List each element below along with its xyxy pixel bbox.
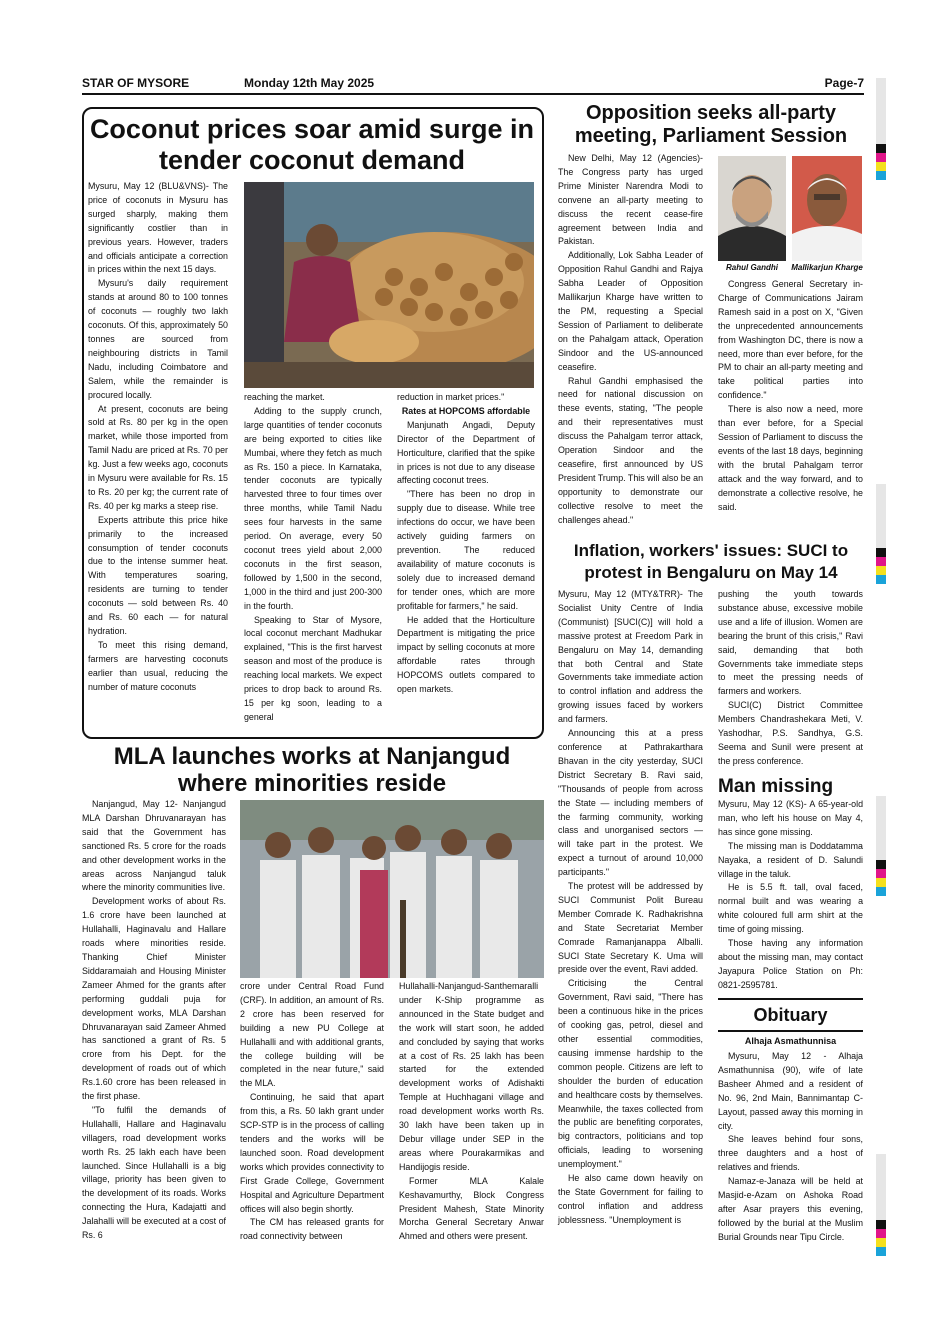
color-swatch-cyan	[876, 887, 886, 896]
color-swatch-cyan	[876, 171, 886, 180]
registration-bar	[876, 1154, 886, 1220]
paragraph: Congress General Secretary in-Charge of Communications Jairam Ramesh said in a post on X, "Given the unprecedented announcements from Washington DC, there is now a need, more than ever before, for the PM to chair an all-party meeting and take political parties into confidence."	[718, 279, 863, 401]
paragraph: reduction in market prices."	[397, 392, 505, 402]
obituary-rule-bottom	[718, 1030, 863, 1032]
paragraph: The missing man is Doddatamma Nayaka, a resident of D. Salundi village in the taluk.	[718, 840, 863, 879]
paragraph: Criticising the Central Government, Ravi said, "There has been a continuous hike in the prices of cooking gas, petrol, diesel and other essential commodities, causing immense hardship to the common people. Citizens are left to shoulder the burden of education and healthcare costs by themselves. Meanwhile, the taxes collected from the public are benefiting corporates, big contractors, politicians and top officials, leading to worsening unemployment."	[558, 978, 703, 1170]
obituary-rule-top	[718, 998, 863, 1000]
obituary-title: Obituary	[753, 1005, 828, 1025]
paper-name: STAR OF MYSORE	[82, 76, 190, 90]
paragraph: Manjunath Angadi, Deputy Director of the Department of Horticulture, clarified that the spike in prices is not due to any disease affecting coconut trees.	[397, 419, 535, 486]
coconut-vendor-photo	[244, 182, 534, 388]
masthead-rule	[82, 93, 864, 95]
issue-date: Monday 12th May 2025	[244, 76, 375, 90]
opposition-column-1	[558, 152, 703, 527]
paragraph: He also came down heavily on the State Government for failing to control inflation and address joblessness. "Unemployment is	[558, 1173, 703, 1225]
color-swatch-yellow	[876, 1238, 886, 1247]
obituary-name: Alhaja Asmathunnisa	[744, 1036, 837, 1046]
paragraph: Mysuru, May 12 (KS)- A 65-year-old man, who left his house on May 4, has since gone missing.	[718, 799, 863, 837]
color-swatch-cyan	[876, 575, 886, 584]
paragraph: Experts attribute this price hike primarily to the increased consumption of tender coconuts due to the intense summer heat. With temperatures soaring, residents are turning to tender coconuts — sold between Rs. 40 and Rs. 60 each — for natural hydration.	[88, 514, 228, 636]
color-swatch-black	[876, 1220, 886, 1229]
subheading: Rates at HOPCOMS affordable	[401, 405, 531, 416]
color-swatch-magenta	[876, 869, 886, 878]
paragraph: "To fulfil the demands of Hullahalli, Hallare and Haginavalu villagers, road development works worth Rs. 25 lakh each have been launched. Since Hullahalli is a big village, priority has been given to the development of its roads. Works connecting the Hura, Kadajatti and Jalahalli will be executed at a cost of Rs. 6	[82, 1104, 226, 1241]
suci-headline: Inflation, workers' issues: SUCI to protest in Bengaluru on May 14	[573, 541, 849, 582]
paragraph: Announcing this at a press conference at Pathrakarthara Bhavan in the city yesterday, SUCI District Secretary B. Ravi said, "Thousands of people from across the State — including members of the farming community, working class and unorganised sectors — will take part in the protest. We expect a turnout of around 10,000 participants."	[558, 728, 703, 878]
paragraph: Adding to the supply crunch, large quantities of tender coconuts are being exported to cities like Mumbai, where they fetch as much as Rs. 150 a piece. In Karnataka, tender coconuts are typically harvested three to four times over three months, while Tamil Nadu sees four harvests in the same period. On average, every 50 coconut trees yield about 2,000 coconuts in the first season, followed by 1,500 in the second, 1,000 in the third and just 200-300 in the fourth.	[244, 405, 382, 611]
mallikarjun-kharge-photo	[792, 156, 862, 261]
registration-bar	[876, 796, 886, 860]
missing-column	[718, 798, 863, 993]
suci-column-1	[558, 588, 703, 1228]
coconut-column-2	[244, 391, 382, 725]
photo-caption: Rahul Gandhi	[726, 263, 778, 272]
paragraph: crore under Central Road Fund (CRF). In addition, an amount of Rs. 2 crore has been reserved for building a new PU College at Hullahalli and with additional grants, the college building will be completed in the near future," said the MLA.	[240, 981, 384, 1089]
paragraph: pushing the youth towards substance abuse, excessive mobile use and a life of illusion. Women are bearing the brunt of this crisis," Ravi said, demanding that both Governments take immediate steps to meet the pressing needs of farmers and workers.	[718, 589, 863, 697]
mla-event-photo	[240, 800, 544, 978]
paragraph: SUCI(C) District Committee Members Chandrashekara Meti, V. Yashodhar, P.S. Sandhya, G.S. Seema and Sunil were present at the press conference.	[718, 700, 863, 766]
paragraph: reaching the market.	[244, 392, 325, 402]
registration-bar	[876, 78, 886, 144]
coconut-headline: Coconut prices soar amid surge in tender coconut demand	[89, 114, 535, 175]
registration-bar	[876, 484, 886, 548]
color-swatch-black	[876, 860, 886, 869]
color-swatch-yellow	[876, 566, 886, 575]
color-swatch-magenta	[876, 557, 886, 566]
color-swatch-yellow	[876, 162, 886, 171]
rahul-gandhi-photo	[718, 156, 786, 261]
color-swatch-magenta	[876, 1229, 886, 1238]
masthead	[82, 74, 864, 92]
mla-column-2	[240, 980, 384, 1244]
paragraph: The protest will be addressed by SUCI Communist Polit Bureau Member Comrade K. Radhakrishna and State Secretariat Member Comrade Ramanjanappa Alballi. SUCI State Secretary K. Uma will preside over the event, Ravi added.	[558, 881, 703, 975]
color-swatch-magenta	[876, 153, 886, 162]
page-number: Page-7	[824, 76, 864, 90]
mla-column-3	[399, 980, 544, 1244]
paragraph: "There has been no drop in supply due to disease. While tree infections do occur, we have been actively guiding farmers on prevention. The reduced availability of mature coconuts is solely due to increased demand for tender ones, which are more profitable for farmers," he said.	[397, 489, 535, 611]
paragraph: She leaves behind four sons, three daughters and a host of relatives and friends.	[718, 1134, 863, 1173]
opposition-headline: Opposition seeks all-party meeting, Parliament Session	[574, 102, 848, 147]
mla-column-1	[82, 798, 226, 1243]
mla-headline: MLA launches works at Nanjangud where minorities reside	[113, 743, 511, 797]
paragraph: There is also now a need, more than ever before, for a Special Session of Parliament to discuss the events of the last 18 days, beginning with the brutal Pahalgam terror attack and the way forward, and to demonstrate a collective resolve, he said.	[718, 404, 863, 512]
paragraph: The CM has released grants for road connectivity between	[240, 1217, 384, 1242]
paragraph: Continuing, he said that apart from this, a Rs. 50 lakh grant under SCP-STP is in the process of calling tenders and the works will be launched soon. Road development works which provides connectivity to First Grade College, Government Hospital and Agriculture Department offices will also begin shortly.	[240, 1092, 384, 1214]
paragraph: He added that the Horticulture Department is mitigating the price impact by selling coconuts at more affordable rates through HOPCOMS outlets compared to open markets.	[397, 614, 535, 695]
opposition-column-2	[718, 278, 863, 514]
color-swatch-yellow	[876, 878, 886, 887]
missing-headline: Man missing	[718, 776, 834, 797]
paragraph: Nanjangud, May 12- Nanjangud MLA Darshan Dhruvanarayan has said that the Government has sanctioned Rs. 5 crore for the roads and other development works in the areas across Nanjangud taluk where the minority communities live.	[82, 799, 226, 893]
paragraph: Those having any information about the missing man, may contact Jayapura Police Station on Ph: 0821-2595781.	[718, 938, 863, 990]
paragraph: Mysuru, May 12 - Alhaja Asmathunnisa (90), wife of late Basheer Ahmed and a resident of No. 96, 2nd Main, Bannimantap C-Layout, passed away this morning in city.	[718, 1051, 863, 1131]
paragraph: New Delhi, May 12 (Agencies)- The Congress party has urged Prime Minister Narendra Modi to convene an all-party meeting to discuss the recent cease-fire agreement between India and Pakistan.	[558, 153, 703, 247]
paragraph: Former MLA Kalale Keshavamurthy, Block Congress President Mahesh, State Minority Morcha General Secretary Anwar Ahmed and others were present.	[399, 1175, 544, 1242]
color-swatch-black	[876, 548, 886, 557]
paragraph: Mysuru, May 12 (BLU&VNS)- The price of coconuts in Mysuru has surged sharply, making them significantly costlier than in previous years. However, traders and officials anticipate a correction in prices within the next 15 days.	[88, 181, 228, 275]
paragraph: Development works of about Rs. 1.6 crore have been launched at Hullahalli, Haginavalu and Hallare roads where minorities reside. Thanking Chief Minister Siddaramaiah and Housing Minister Zameer Ahmed for the grants after performing guddali puja for development works, MLA Darshan Dhruvanarayan said Zameer Ahmed has sanctioned a grant of Rs. 5 crore from his Dept. for the development of roads out of which Rs.1.60 crore has been released in the first phase.	[82, 896, 226, 1102]
paragraph: He is 5.5 ft. tall, oval faced, normal built and was wearing a white coloured full arm shirt at the time of going missing.	[718, 882, 863, 935]
paragraph: Rahul Gandhi emphasised the need for national discussion on these events, stating, "The people and their representatives must discuss the Pahalgam terror attack, Operation Sindoor and the ceasefire, first announced by US President Trump. This will also be an opportunity to demonstrate our collective resolve to meet the challenges ahead."	[558, 375, 703, 525]
coconut-column-3	[397, 391, 535, 697]
color-swatch-black	[876, 144, 886, 153]
obituary-column	[718, 1050, 863, 1245]
paragraph: Hullahalli-Nanjangud-Santhemaralli under K-Ship programme as announced in the State budget and the work will start soon, he added and concluded by saying that works at a cost of Rs. 25 lakh has been started for the extended development works of Adishakti Temple at Huchhagani village and road development works worth Rs. 30 lakh have been taken up in Debur village under SEP in the areas where Pourakarmikas and Handijogis reside.	[399, 981, 544, 1172]
photo-caption: Mallikarjun Kharge	[791, 263, 863, 272]
color-swatch-cyan	[876, 1247, 886, 1256]
paragraph: At present, coconuts are being sold at Rs. 80 per kg in the open market, while those imported from Tamil Nadu are priced at Rs. 70 per kg. Just a few weeks ago, coconuts in Mysuru were available for Rs. 15 to Rs. 20 per kg; the current rate of Rs. 40 per kg marks a steep rise.	[88, 403, 228, 511]
paragraph: Mysuru's daily requirement stands at around 80 to 100 tonnes of coconuts — roughly two lakh coconuts. Of this, approximately 50 tonnes are sourced from neighbouring districts in Tamil Nadu, including Coimbatore and Salem, while the remainder is procured locally.	[88, 278, 228, 400]
paragraph: Additionally, Lok Sabha Leader of Opposition Rahul Gandhi and Rajya Sabha Leader of Opposition Mallikarjun Kharge have written to the PM, requesting a Special Session of Parliament to deliberate on the Pahalgam attack, Operation Sindoor and the US-announced ceasefire.	[558, 250, 703, 372]
coconut-column-1	[88, 180, 228, 695]
paragraph: Mysuru, May 12 (MTY&TRR)- The Socialist Unity Centre of India (Communist) [SUCI(C)] will hold a massive protest at Freedom Park in Bengaluru on May 14, demanding that both Central and State Governments take immediate action to control inflation and address the growing issues faced by workers and farmers.	[558, 589, 703, 725]
paragraph: Namaz-e-Janaza will be held at Masjid-e-Azam on Ashoka Road after Asar prayers this evening, followed by the burial at the Muslim Burial Grounds near Tipu Circle.	[718, 1176, 863, 1242]
suci-column-2	[718, 588, 863, 769]
paragraph: Speaking to Star of Mysore, local coconut merchant Madhukar explained, "This is the first harvest season and most of the produce is reaching local markets. We expect prices to drop back to around Rs. 15 per kg soon, leading to a general	[244, 614, 382, 722]
paragraph: To meet this rising demand, farmers are harvesting coconuts earlier than usual, reducing the number of mature coconuts	[88, 639, 228, 692]
